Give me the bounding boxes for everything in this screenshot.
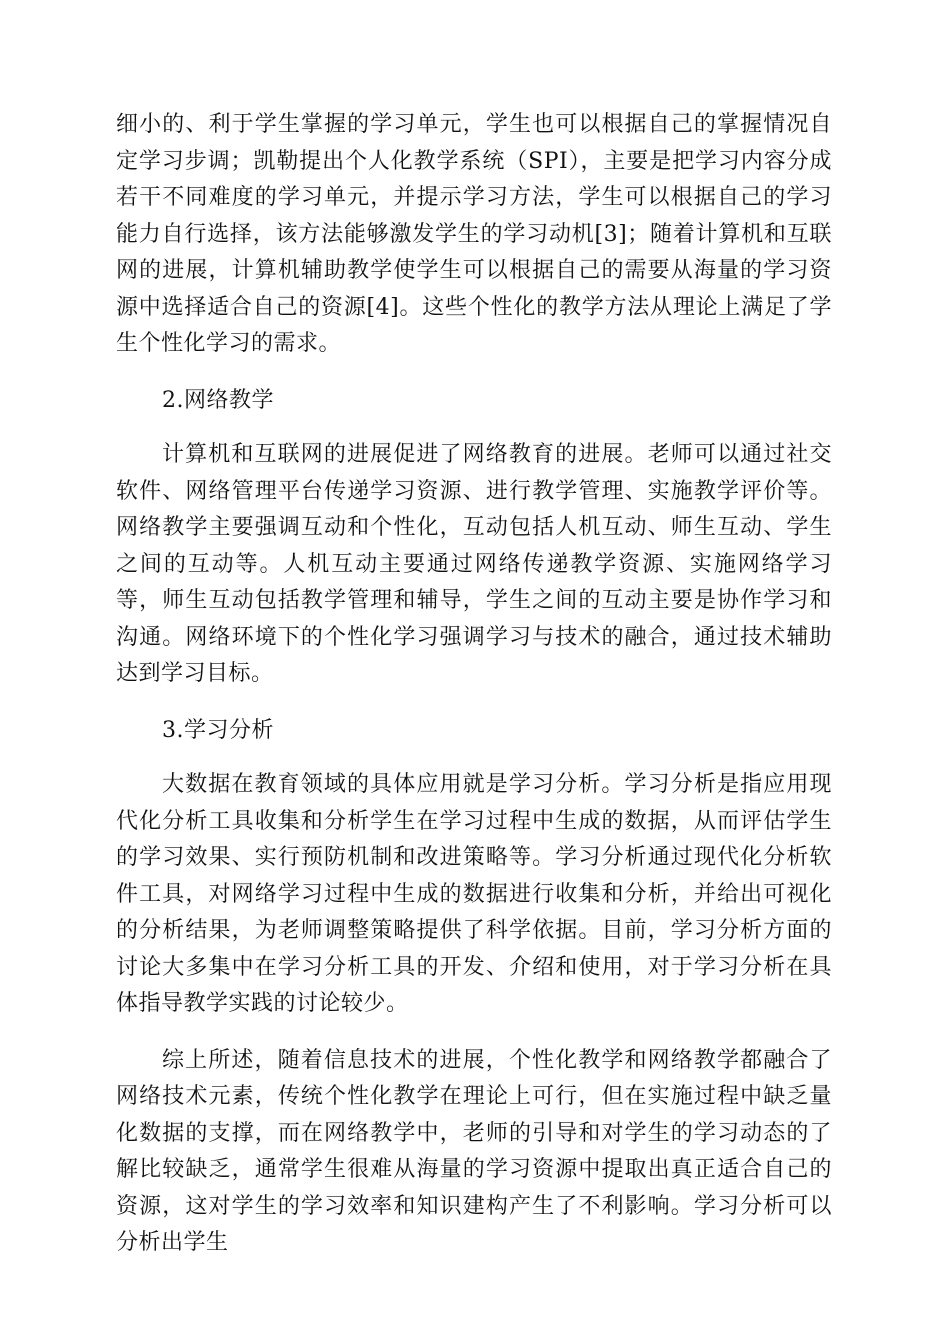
section-heading-network-teaching: 2.网络教学	[162, 387, 274, 413]
section-heading-learning-analytics: 3.学习分析	[162, 717, 274, 743]
document-page	[116, 107, 832, 1262]
paragraph-network-teaching: 计算机和互联网的进展促进了网络教育的进展。老师可以通过社交软件、网络管理平台传递学习资源、进行教学管理、实施教学评价等。网络教学主要强调互动和个性化，互动包括人机互动、师生互动、学生之间的互动等。人机互动主要通过网络传递教学资源、实施网络学习等，师生互动包括教学管理和辅导，学生之间的互动主要是协作学习和沟通。网络环境下的个性化学习强调学习与技术的融合，通过技术辅助达到学习目标。	[116, 442, 832, 686]
paragraph-personalized-teaching: 细小的、利于学生掌握的学习单元，学生也可以根据自己的掌握情况自定学习步调；凯勒提出个人化教学系统（SPI），主要是把学习内容分成若干不同难度的学习单元，并提示学习方法，学生可以根据自己的学习能力自行选择，该方法能够激发学生的学习动机[3]；随着计算机和互联网的进展，计算机辅助教学使学生可以根据自己的需要从海量的学习资源中选择适合自己的资源[4]。这些个性化的教学方法从理论上满足了学生个性化学习的需求。	[116, 112, 832, 356]
paragraph-summary: 综上所述，随着信息技术的进展，个性化教学和网络教学都融合了网络技术元素，传统个性化教学在理论上可行，但在实施过程中缺乏量化数据的支撑，而在网络教学中，老师的引导和对学生的学习动态的了解比较缺乏，通常学生很难从海量的学习资源中提取出真正适合自己的资源，这对学生的学习效率和知识建构产生了不利影响。学习分析可以分析出学生	[116, 1047, 832, 1255]
paragraph-learning-analytics: 大数据在教育领域的具体应用就是学习分析。学习分析是指应用现代化分析工具收集和分析学生在学习过程中生成的数据，从而评估学生的学习效果、实行预防机制和改进策略等。学习分析通过现代化分析软件工具，对网络学习过程中生成的数据进行收集和分析，并给出可视化的分析结果，为老师调整策略提供了科学依据。目前，学习分析方面的讨论大多集中在学习分析工具的开发、介绍和使用，对于学习分析在具体指导教学实践的讨论较少。	[116, 772, 832, 1016]
